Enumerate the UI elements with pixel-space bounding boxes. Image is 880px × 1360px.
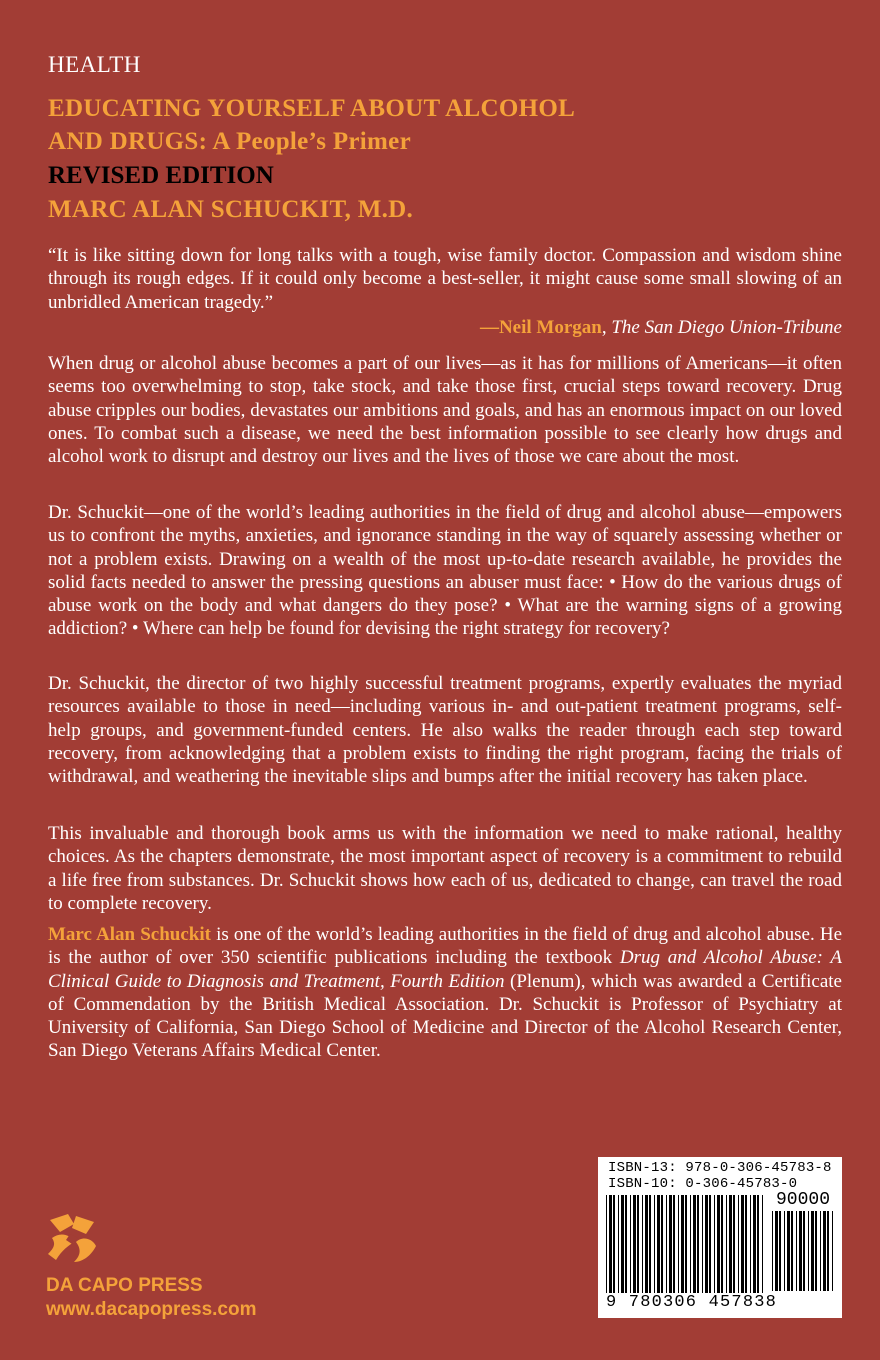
author-name: MARC ALAN SCHUCKIT, M.D.	[48, 196, 414, 223]
title-line-1: EDUCATING YOURSELF ABOUT ALCOHOL	[48, 95, 576, 122]
category-label: HEALTH	[48, 52, 141, 77]
description-paragraph-3: Dr. Schuckit, the director of two highly successful treatment programs, expertly evaluates the myriad resources available to those in need—including various in- and out-patient treatment programs, self-help groups, and government-funded centers. He also walks the reader through each step toward recovery, from acknowledging that a problem exists to finding the right program, facing the trials of withdrawal, and weathering the inevitable slips and bumps after the initial recovery has taken place.	[48, 673, 842, 788]
publisher-info	[46, 1274, 256, 1322]
barcode-block	[598, 1157, 842, 1318]
ean-barcode	[606, 1195, 766, 1293]
book-title	[48, 92, 848, 158]
review-quote: “It is like sitting down for long talks with a tough, wise family doctor. Compassion and wisdom shine through its rough edges. If it could only become a best-seller, it might cause some small slowing of an unbridled American tragedy.”	[48, 245, 842, 313]
edition-label: REVISED EDITION	[48, 162, 274, 189]
quote-author: Neil Morgan	[498, 317, 602, 338]
bio-author-name: Marc Alan Schuckit	[48, 924, 211, 945]
publisher-url[interactable]: www.dacapopress.com	[46, 1299, 257, 1320]
description-paragraph-4: This invaluable and thorough book arms us with the information we need to make rational, healthy choices. As the chapters demonstrate, the most important aspect of recovery is a commitment to rebuild a life free from substances. Dr. Schuckit shows how each of us, dedicated to change, can travel the road to complete recovery.	[48, 823, 842, 914]
description-paragraph-2: Dr. Schuckit—one of the world’s leading authorities in the field of drug and alcohol abuse—empowers us to confront the myths, anxieties, and ignorance standing in the way of squarely assessing whether or not a problem exists. Drawing on a wealth of the most up-to-date research available, he provides the solid facts needed to answer the pressing questions an abuser must face: • How do the various drugs of abuse work on the body and what dangers do they pose? • What are the warning signs of a growing addiction? • Where can help be found for devising the right strategy for recovery?	[48, 502, 842, 640]
price-barcode	[772, 1211, 834, 1291]
publisher-name: DA CAPO PRESS	[46, 1275, 203, 1296]
price-code: 90000	[775, 1190, 830, 1210]
title-line-2: AND DRUGS: A People’s Primer	[48, 128, 411, 155]
bio-text-before: is one of the world’s leading authorities in the field of drug and alcohol abuse. He is the author of over 350 scientific publications including the textbook	[48, 924, 843, 969]
bio-book-title: Drug and Alcohol Abuse: A Clinical Guide to Diagnosis and Treatment, Fourth Edition	[48, 947, 842, 992]
isbn-10: ISBN-10: 0-306-45783-0	[608, 1176, 798, 1192]
quote-attribution	[480, 317, 842, 339]
author-bio	[48, 923, 842, 1063]
ean-digits: 9 780306 457838	[606, 1293, 778, 1312]
quote-dash: —	[479, 317, 499, 338]
da-capo-logo-icon	[46, 1212, 98, 1264]
quote-separator: ,	[601, 317, 612, 338]
bio-text-after: (Plenum), which was awarded a Certificate of Commendation by the British Medical Association. Dr. Schuckit is Professor of Psychiatry at University of California, San Diego School of Medicine and Director of the Alcohol Research Center, San Diego Veterans Affairs Medical Center.	[48, 970, 842, 1062]
isbn-13: ISBN-13: 978-0-306-45783-8	[608, 1160, 832, 1176]
quote-source: The San Diego Union-Tribune	[611, 317, 842, 338]
description-paragraph-1: When drug or alcohol abuse becomes a part of our lives—as it has for millions of Americans—it often seems too overwhelming to stop, take stock, and take those first, crucial steps toward recovery. Drug abuse cripples our bodies, devastates our ambitions and goals, and has an enormous impact on our loved ones. To combat such a disease, we need the best information possible to see clearly how drugs and alcohol work to disrupt and destroy our lives and the lives of those we care about the most.	[48, 353, 842, 468]
